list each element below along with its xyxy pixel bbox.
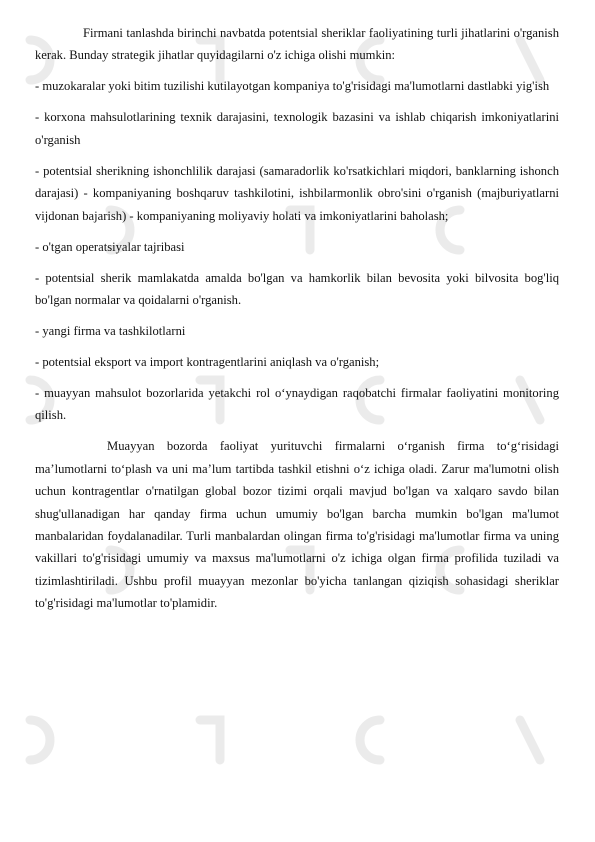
paragraph-intro: Firmani tanlashda birinchi navbatda potentsial sheriklar faoliyatining turli jihatlarini o'rganish kerak. Bunday strategik jihatlar quyidagilarni o'z ichiga olishi mumkin: <box>35 26 559 63</box>
list-item-new-firms: - yangi firma va tashkilotlarni <box>35 324 186 339</box>
list-item-reliability: - potentsial sherikning ishonchlilik darajasi (samaradorlik ko'rsatkichlari miqdori, banklarning ishonch darajasi) - kompaniyaning boshqaruv tashkilotini, ishbilarmonlik obro'sini o'rganish (majburiyatlarni vijdonan bajarish) - kompaniyaning moliyaviy holati va imkoniyatlarini baholash; <box>35 163 559 223</box>
paragraph-firm-profile: Muayyan bozorda faoliyat yurituvchi firmalarni o‘rganish firma to‘g‘risidagi ma’lumotlarni to‘plash va uni ma’lum tartibda tashkil etishni o‘z ichiga oladi. Zarur ma'lumotni olish uchun kontragentlar o'rnatilgan global bozor tizimi orqali mavjud bo'lgan va xalqaro savdo bilan shug'ullanadigan har qanday firma uchun umumiy bo'lgan barcha mumkin bo'lgan ma'lumot manbalaridan foydalanadilar. Turli manbalardan olingan firma to'g'risidagi ma'lumotlar firma va uning vakillari to'g'risidagi umumiy va maxsus ma'lumotlarni o'z ichiga olgan firma profilida tuziladi va tizimlashtiriladi. Ushbu profil muayyan mezonlar bo'yicha tanlangan qiziqish sohasidagi sheriklar to'g'risidagi ma'lumotlar to'plamidir. <box>35 439 559 611</box>
list-item-info-gathering: - muzokaralar yoki bitim tuzilishi kutilayotgan kompaniya to'g'risidagi ma'lumotlarni dastlabki yig'ish <box>35 79 550 94</box>
list-item-competitor-monitoring: - muayyan mahsulot bozorlarida yetakchi rol o‘ynaydigan raqobatchi firmalar faoliyatini monitoring qilish. <box>35 386 559 423</box>
list-item-export-import: - potentsial eksport va import kontragentlarini aniqlash va o'rganish; <box>35 355 380 370</box>
list-item-technical-level: - korxona mahsulotlarining texnik darajasini, texnologik bazasini va ishlab chiqarish imkoniyatlarini o'rganish <box>35 110 559 147</box>
list-item-past-operations: - o'tgan operatsiyalar tajribasi <box>35 239 185 254</box>
list-item-norms-rules: - potentsial sherik mamlakatda amalda bo'lgan va hamkorlik bilan bevosita yoki bilvosita bog'liq bo'lgan normalar va qoidalarni o'rganish. <box>35 270 559 308</box>
